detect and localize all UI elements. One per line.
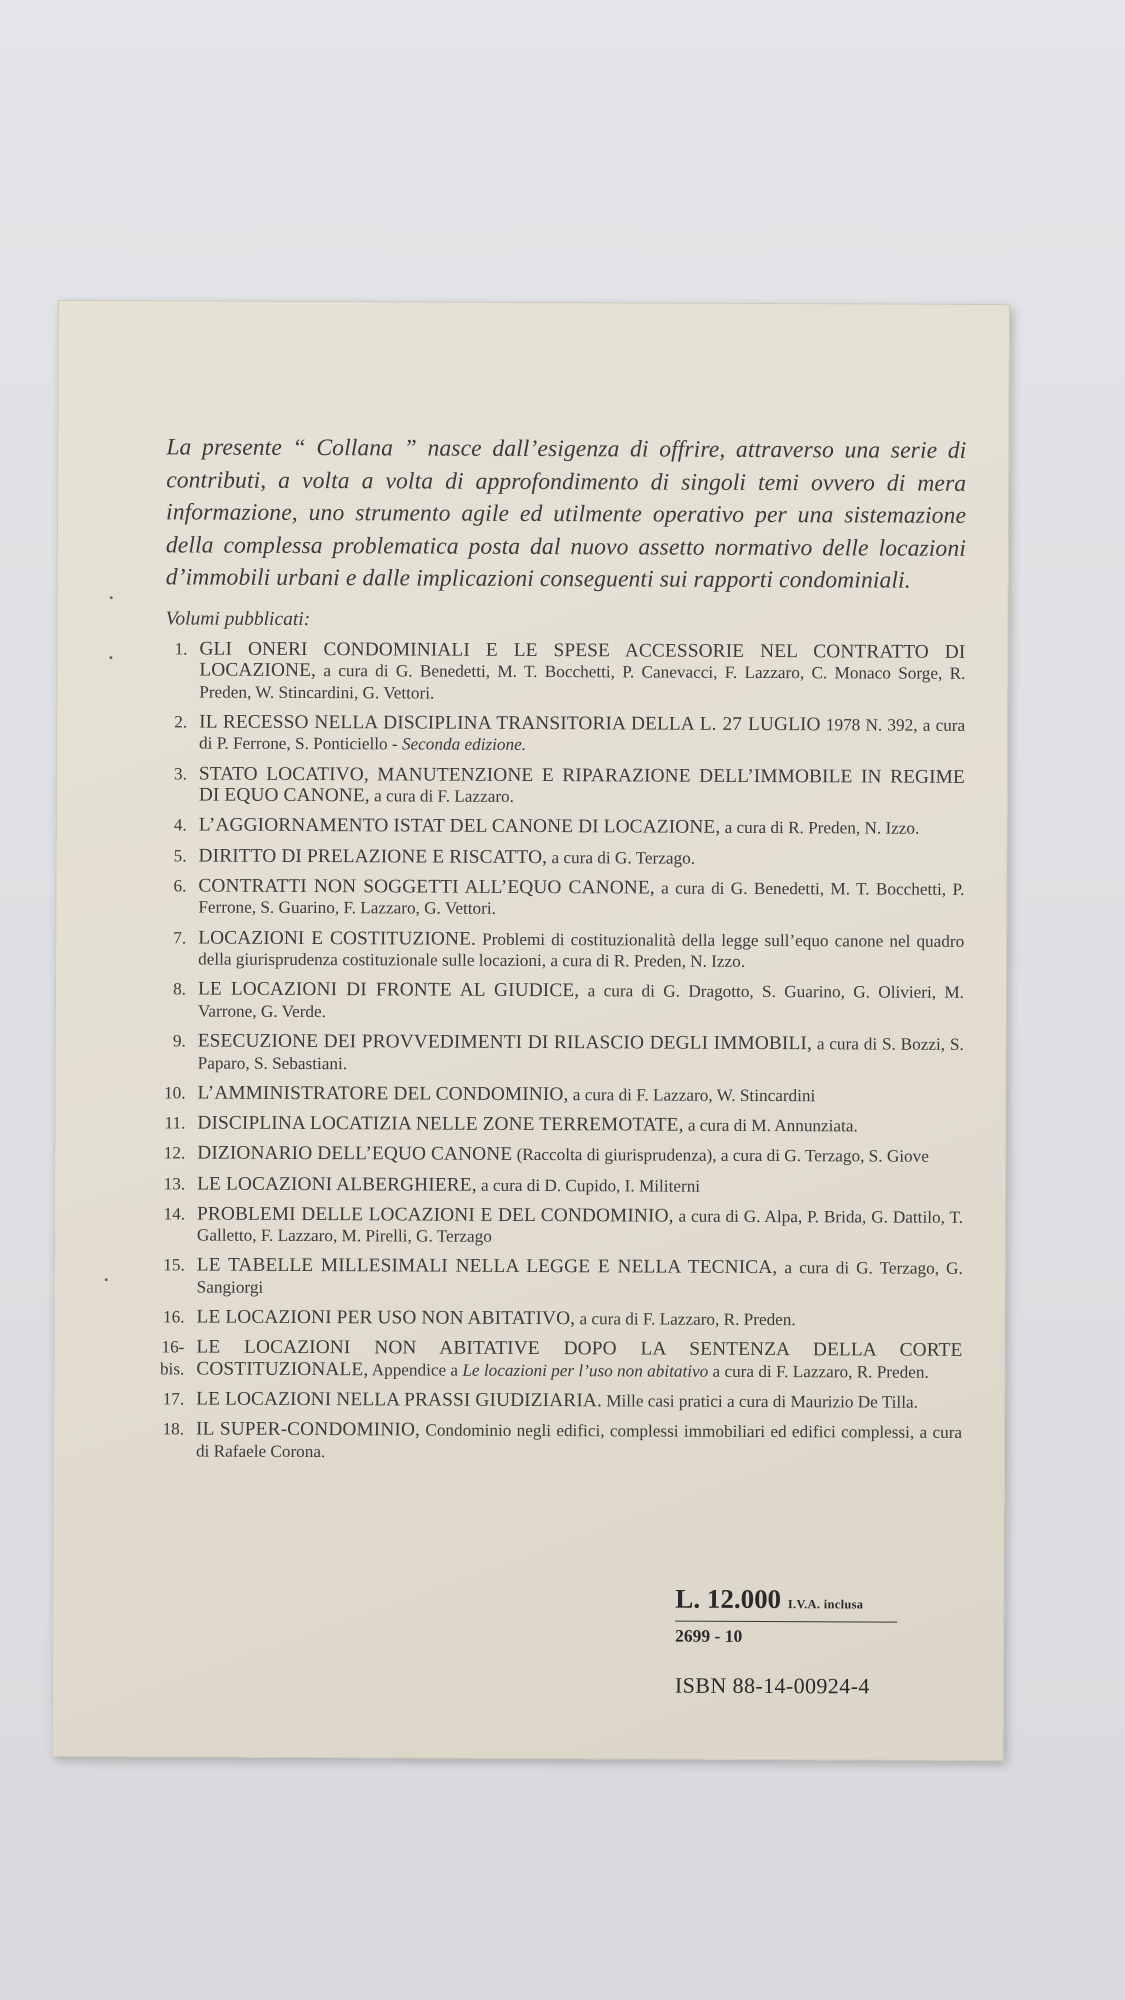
volume-title: DISCIPLINA LOCATIZIA NELLE ZONE TERREMOTATE, bbox=[197, 1112, 684, 1136]
volume-title: LE LOCAZIONI DI FRONTE AL GIUDICE, bbox=[197, 978, 580, 1002]
volume-item bbox=[163, 1307, 963, 1332]
volume-description-tail: a cura di F. Lazzaro, R. Preden. bbox=[712, 1361, 929, 1382]
volume-number: 4. bbox=[173, 815, 187, 835]
volume-number: 17. bbox=[162, 1389, 185, 1409]
volume-number: 3. bbox=[174, 764, 187, 784]
volume-title: LE LOCAZIONI NON ABITATIVE DOPO LA SENTENZA DELLA CORTE COSTITUZIONALE, bbox=[196, 1336, 963, 1381]
volume-item bbox=[163, 1143, 963, 1168]
volume-description: a cura di G. Benedetti, M. T. Bocchetti, P. Ferrone, S. Guarino, F. Lazzaro, G. Vettori. bbox=[198, 878, 965, 919]
volume-description: Mille casi pratici a cura di Maurizio De Tilla. bbox=[606, 1391, 918, 1412]
volume-title: ESECUZIONE DEI PROVVEDIMENTI DI RILASCIO DEGLI IMMOBILI, bbox=[197, 1030, 813, 1055]
volume-description: a cura di F. Lazzaro, W. Stincardini bbox=[572, 1085, 816, 1106]
volume-title: LE LOCAZIONI PER USO NON ABITATIVO, bbox=[196, 1306, 576, 1330]
volume-description: a cura di G. Benedetti, M. T. Bocchetti, P. Canevacci, F. Lazzaro, C. Monaco Sorge, R. Preden, W. Stincardini, G. Vettori. bbox=[199, 661, 966, 703]
volume-description: a cura di R. Preden, N. Izzo. bbox=[724, 818, 920, 839]
volume-description: Appendice a bbox=[371, 1360, 459, 1380]
volume-number: 7. bbox=[173, 928, 187, 948]
volume-number: 1. bbox=[174, 638, 188, 658]
volume-title: L’AMMINISTRATORE DEL CONDOMINIO, bbox=[197, 1082, 569, 1106]
volume-description: (Raccolta di giurisprudenza), a cura di G. Terzago, S. Giove bbox=[516, 1145, 929, 1167]
volume-description-italic: Le locazioni per l’uso non abitativo bbox=[462, 1360, 709, 1381]
volume-number: 8. bbox=[173, 979, 187, 999]
volume-description: a cura di G. Alpa, P. Brida, G. Dattilo, T. Galletto, F. Lazzaro, M. Pirelli, G. Terzago bbox=[196, 1206, 964, 1247]
volume-item bbox=[163, 1255, 963, 1302]
volume-item bbox=[163, 1082, 963, 1107]
price-divider bbox=[675, 1621, 897, 1623]
volume-title: DIZIONARIO DELL’EQUO CANONE bbox=[197, 1142, 513, 1166]
volumes-list bbox=[159, 638, 966, 1466]
volume-item bbox=[165, 638, 965, 706]
volume-number: 14. bbox=[163, 1204, 186, 1224]
volume-number: 16. bbox=[163, 1307, 185, 1327]
paper-speck bbox=[109, 656, 112, 659]
volume-title: L’AGGIORNAMENTO ISTAT DEL CANONE DI LOCAZIONE, bbox=[198, 814, 721, 839]
volume-number: 16-bis. bbox=[159, 1337, 185, 1379]
volume-title: PROBLEMI DELLE LOCAZIONI E DEL CONDOMINIO, bbox=[196, 1203, 674, 1227]
volume-title: IL SUPER-CONDOMINIO, bbox=[196, 1418, 421, 1441]
isbn: ISBN 88-14-00924-4 bbox=[674, 1672, 870, 1699]
cover-text bbox=[159, 431, 967, 1474]
volume-description-italic: Seconda edizione. bbox=[401, 734, 527, 755]
volume-item bbox=[164, 979, 964, 1026]
volume-description: a cura di G. Dragotto, S. Guarino, G. Olivieri, M. Varrone, G. Verde. bbox=[197, 981, 965, 1022]
volume-title: LE LOCAZIONI NELLA PRASSI GIUDIZIARIA. bbox=[196, 1388, 603, 1412]
volume-item bbox=[165, 763, 965, 810]
volume-number: 15. bbox=[163, 1255, 185, 1275]
volume-description: a cura di G. Terzago. bbox=[551, 847, 696, 868]
volume-item bbox=[165, 815, 965, 840]
book-back-cover bbox=[52, 300, 1010, 1761]
volume-item bbox=[163, 1173, 963, 1198]
vat-note: I.V.A. inclusa bbox=[787, 1597, 864, 1612]
volume-item bbox=[165, 711, 965, 758]
volume-description: a cura di D. Cupido, I. Militerni bbox=[480, 1175, 701, 1196]
volume-title: IL RECESSO NELLA DISCIPLINA TRANSITORIA DELLA L. 27 LUGLIO bbox=[199, 711, 821, 736]
volume-description: Condominio negli edifici, complessi immobiliari ed edifici complessi, a cura di Rafaele Corona. bbox=[195, 1420, 963, 1462]
volume-title: LE TABELLE MILLESIMALI NELLA LEGGE E NELLA TECNICA, bbox=[196, 1255, 778, 1279]
volume-number: 12. bbox=[163, 1143, 186, 1163]
volume-title: LE LOCAZIONI ALBERGHIERE, bbox=[197, 1173, 477, 1196]
volume-item bbox=[162, 1389, 962, 1414]
volume-item bbox=[162, 1419, 962, 1466]
volumes-heading: Volumi pubblicati: bbox=[165, 607, 311, 630]
volume-title: LOCAZIONI E COSTITUZIONE. bbox=[198, 927, 477, 950]
volume-title: GLI ONERI CONDOMINIALI E LE SPESE ACCESSORIE NEL CONTRATTO DI LOCAZIONE, bbox=[199, 638, 966, 682]
volume-number: 2. bbox=[174, 712, 188, 732]
volume-description: a cura di M. Annunziata. bbox=[687, 1115, 858, 1136]
volume-number: 13. bbox=[163, 1173, 186, 1193]
volume-item bbox=[164, 1031, 964, 1078]
price bbox=[675, 1584, 897, 1616]
volume-number: 10. bbox=[164, 1083, 186, 1103]
volume-description: a cura di G. Terzago, G. Sangiorgi bbox=[196, 1258, 963, 1297]
volume-number: 9. bbox=[172, 1031, 186, 1051]
volume-number: 5. bbox=[173, 846, 187, 866]
volume-title: DIRITTO DI PRELAZIONE E RISCATTO, bbox=[198, 845, 548, 868]
volume-number: 18. bbox=[162, 1419, 185, 1439]
volume-number: 6. bbox=[173, 876, 187, 896]
volume-item bbox=[164, 927, 964, 974]
volume-description: a cura di S. Bozzi, S. Paparo, S. Sebastiani. bbox=[197, 1034, 964, 1073]
volume-description: a cura di F. Lazzaro. bbox=[374, 786, 515, 807]
volume-number: 11. bbox=[164, 1113, 186, 1133]
paper-speck bbox=[110, 596, 113, 599]
paper-speck bbox=[105, 1278, 108, 1281]
intro-paragraph: La presente “ Collana ” nasce dall’esigenza di offrire, attraverso una serie di contributi, a volta a volta di approfondimento di singoli temi ovvero di mera informazione, uno strumento agile ed utilmente operativo per una sistemazione della complessa problematica posta dal nuovo assetto normativo delle locazioni d’immobili urbani e dalle implicazioni conseguenti sui rapporti condominiali. bbox=[165, 434, 967, 594]
volume-description: 1978 N. 392, a cura di P. Ferrone, S. Ponticiello - bbox=[199, 715, 966, 754]
price-value: L. 12.000 bbox=[675, 1583, 782, 1615]
volume-title: STATO LOCATIVO, MANUTENZIONE E RIPARAZIONE DELL’IMMOBILE IN REGIME DI EQUO CANONE, bbox=[198, 763, 965, 807]
price-block bbox=[675, 1584, 897, 1700]
volume-title: CONTRATTI NON SOGGETTI ALL’EQUO CANONE, bbox=[198, 875, 655, 899]
volume-description: a cura di F. Lazzaro, R. Preden. bbox=[579, 1309, 796, 1330]
volume-item bbox=[164, 875, 964, 922]
catalog-code: 2699 - 10 bbox=[675, 1625, 743, 1646]
volume-item bbox=[165, 845, 965, 870]
volume-description: Problemi di costituzionalità della legge sull’equo canone nel quadro della giurisprudenza costituzionale sulle locazioni, a cura di R. Preden, N. Izzo. bbox=[198, 929, 965, 972]
volume-item bbox=[159, 1336, 963, 1384]
volume-item bbox=[163, 1203, 963, 1250]
volume-item bbox=[163, 1113, 963, 1138]
